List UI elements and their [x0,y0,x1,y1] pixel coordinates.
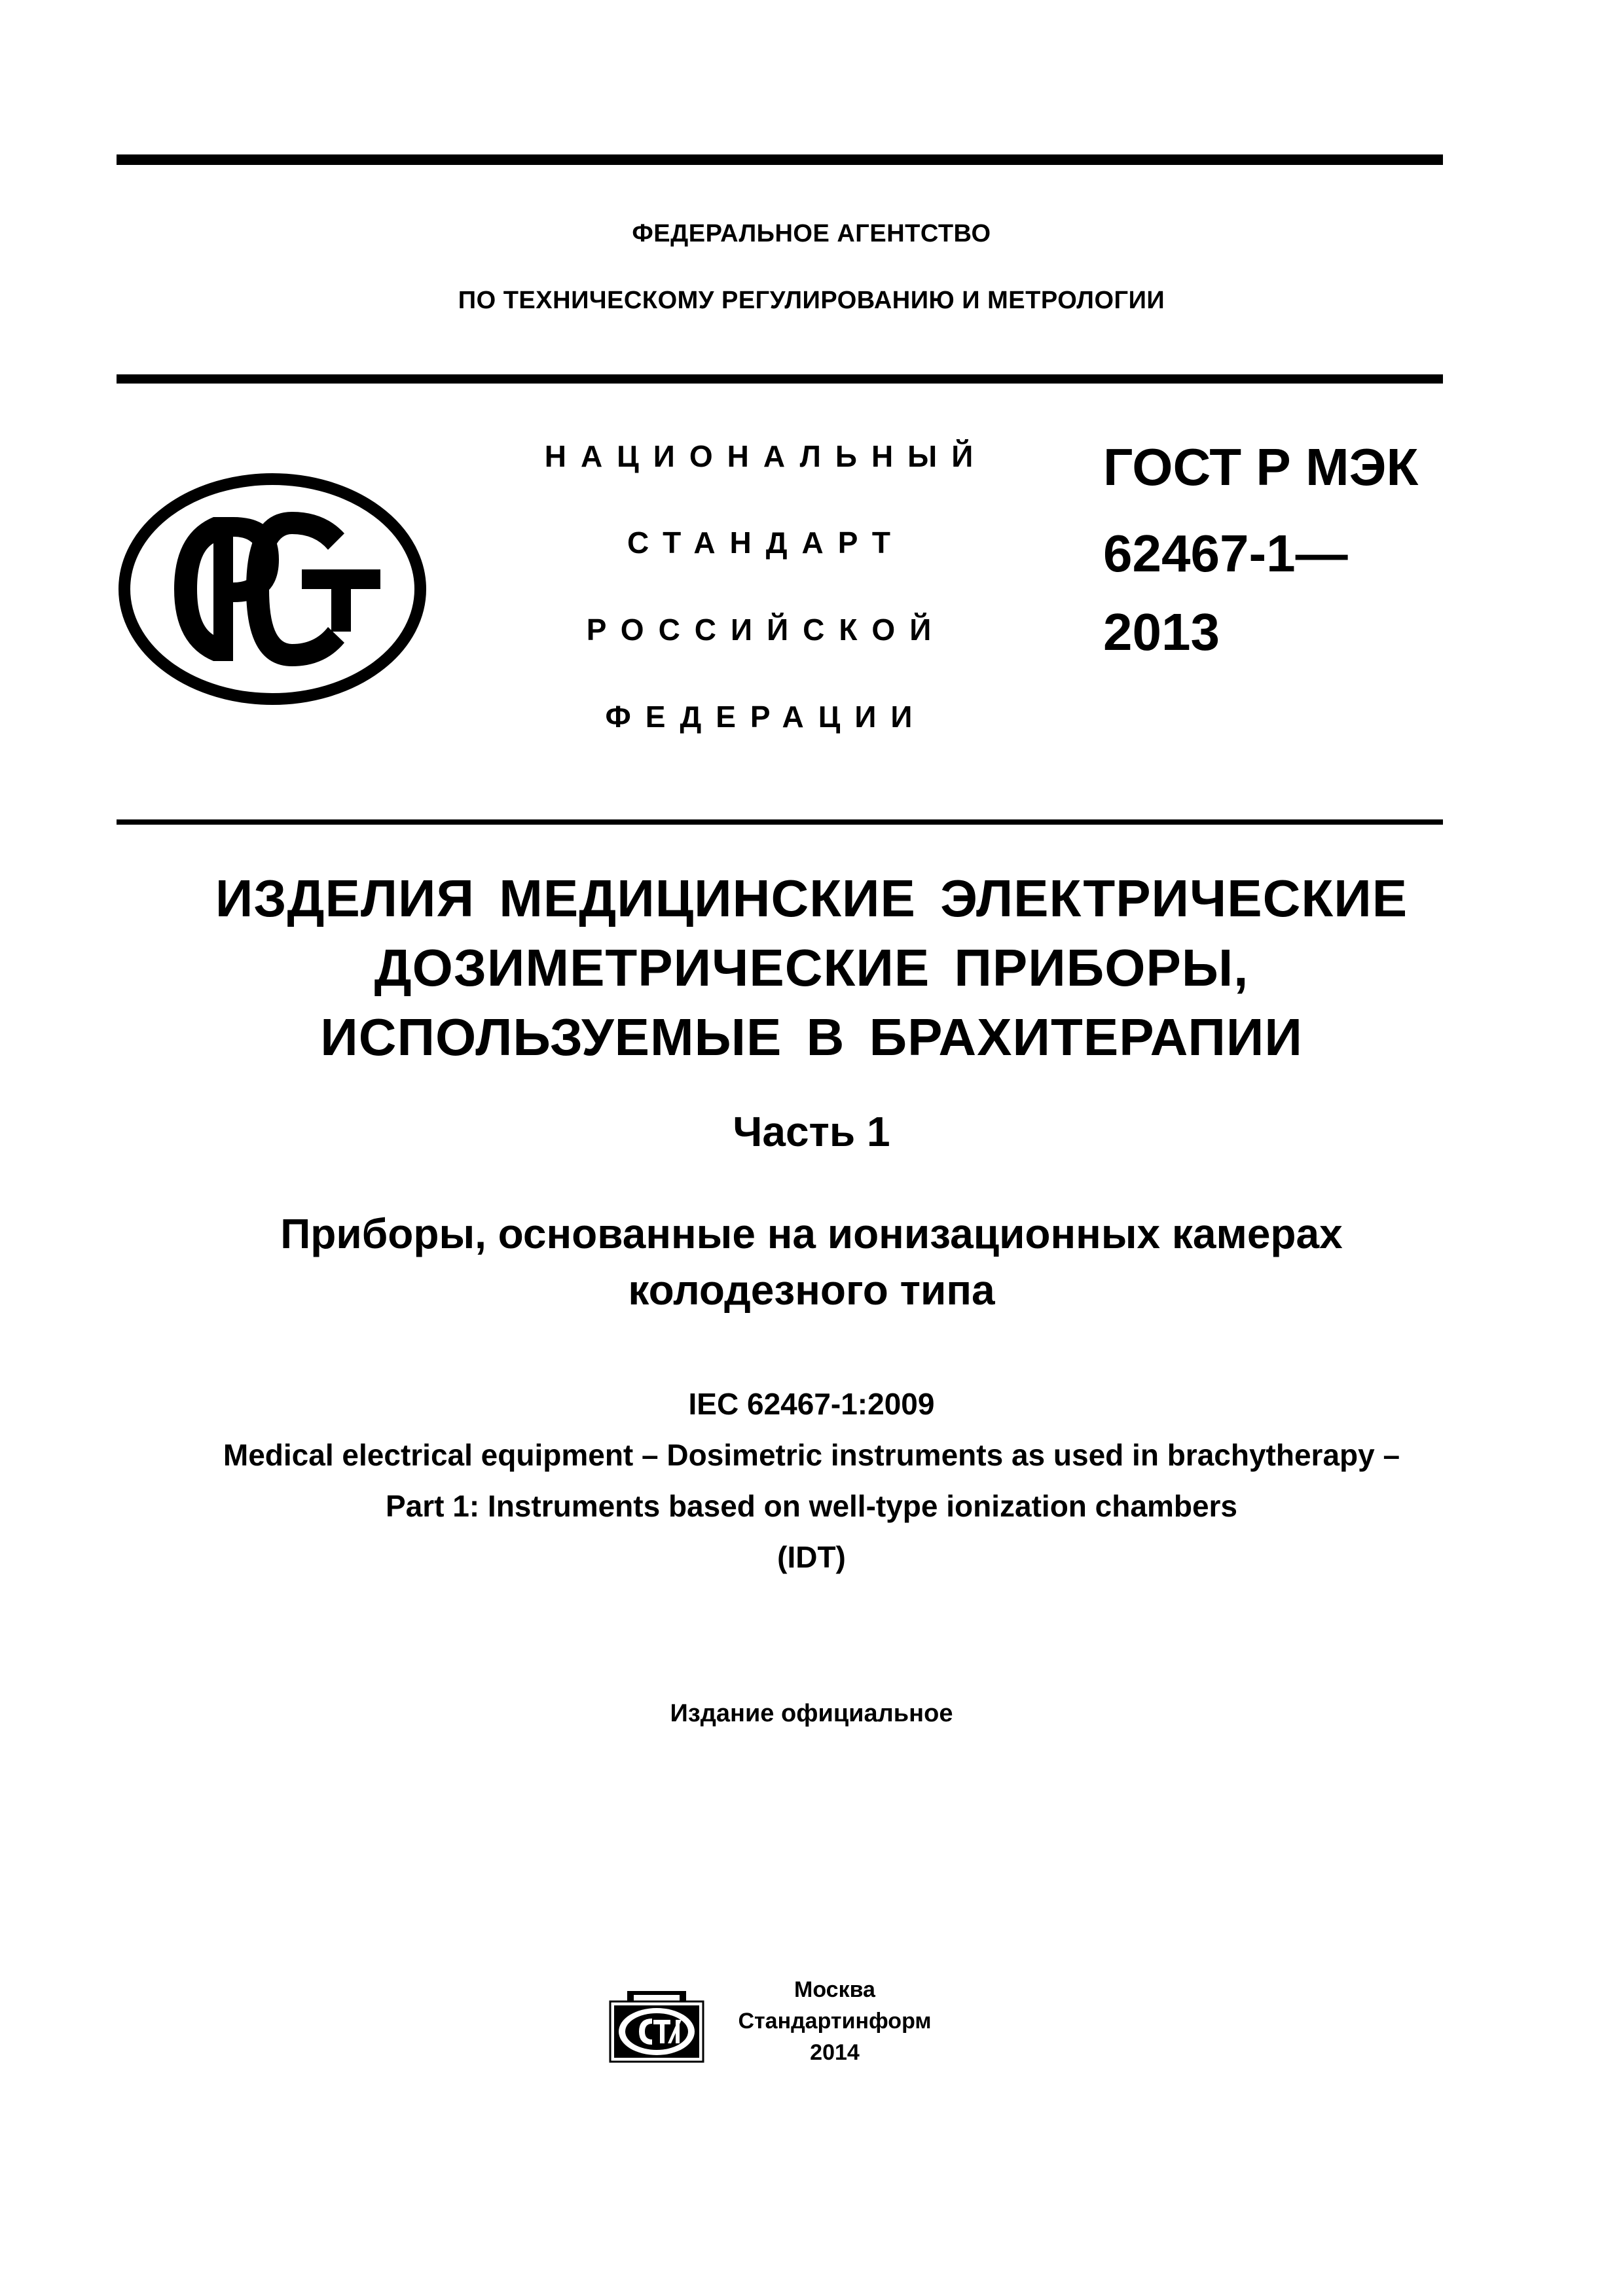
lower-rule [117,819,1443,825]
designation-line-1: ГОСТ Р МЭК [1103,438,1419,496]
sti-logo-icon [608,1988,706,2064]
iec-line-1: IEC 62467-1:2009 [688,1387,935,1421]
publisher-city: Москва [794,1977,875,2002]
title-line-1: ИЗДЕЛИЯ МЕДИЦИНСКИЕ ЭЛЕКТРИЧЕСКИЕ [215,869,1408,927]
title-line-3: ИСПОЛЬЗУЕМЫЕ В БРАХИТЕРАПИИ [320,1008,1303,1066]
iec-line-4: (IDT) [777,1540,846,1574]
national-standard-line-3: РОССИЙСКОЙ [586,613,946,647]
iec-line-3: Part 1: Instruments based on well-type ionization chambers [385,1489,1238,1523]
subtitle-line-2: колодезного типа [628,1266,995,1314]
publisher-name: Стандартинформ [738,2009,932,2034]
national-standard-line-2: СТАНДАРТ [627,526,905,560]
agency-name-line-2: ПО ТЕХНИЧЕСКОМУ РЕГУЛИРОВАНИЮ И МЕТРОЛОГИИ [458,287,1165,314]
rst-logo-icon [115,471,429,707]
publisher-year: 2014 [810,2040,860,2065]
document-title [0,864,1623,1072]
edition-label: Издание официальное [670,1700,953,1727]
iec-reference [0,1378,1623,1583]
national-standard-line-1: НАЦИОНАЛЬНЫЙ [544,439,988,473]
top-rule [117,154,1443,165]
designation-line-2: 62467-1— [1103,524,1348,583]
national-standard-line-4: ФЕДЕРАЦИИ [605,700,927,734]
title-line-2: ДОЗИМЕТРИЧЕСКИЕ ПРИБОРЫ, [374,939,1249,997]
subtitle-line-1: Приборы, основанные на ионизационных камерах [280,1210,1343,1257]
middle-rule [117,374,1443,384]
agency-name-line-1: ФЕДЕРАЛЬНОЕ АГЕНТСТВО [632,220,991,247]
publisher-block [723,1974,946,2068]
part-number: Часть 1 [733,1108,890,1155]
document-subtitle [0,1206,1623,1318]
designation-line-3: 2013 [1103,603,1220,661]
iec-line-2: Medical electrical equipment – Dosimetric instruments as used in brachytherapy – [223,1438,1400,1472]
